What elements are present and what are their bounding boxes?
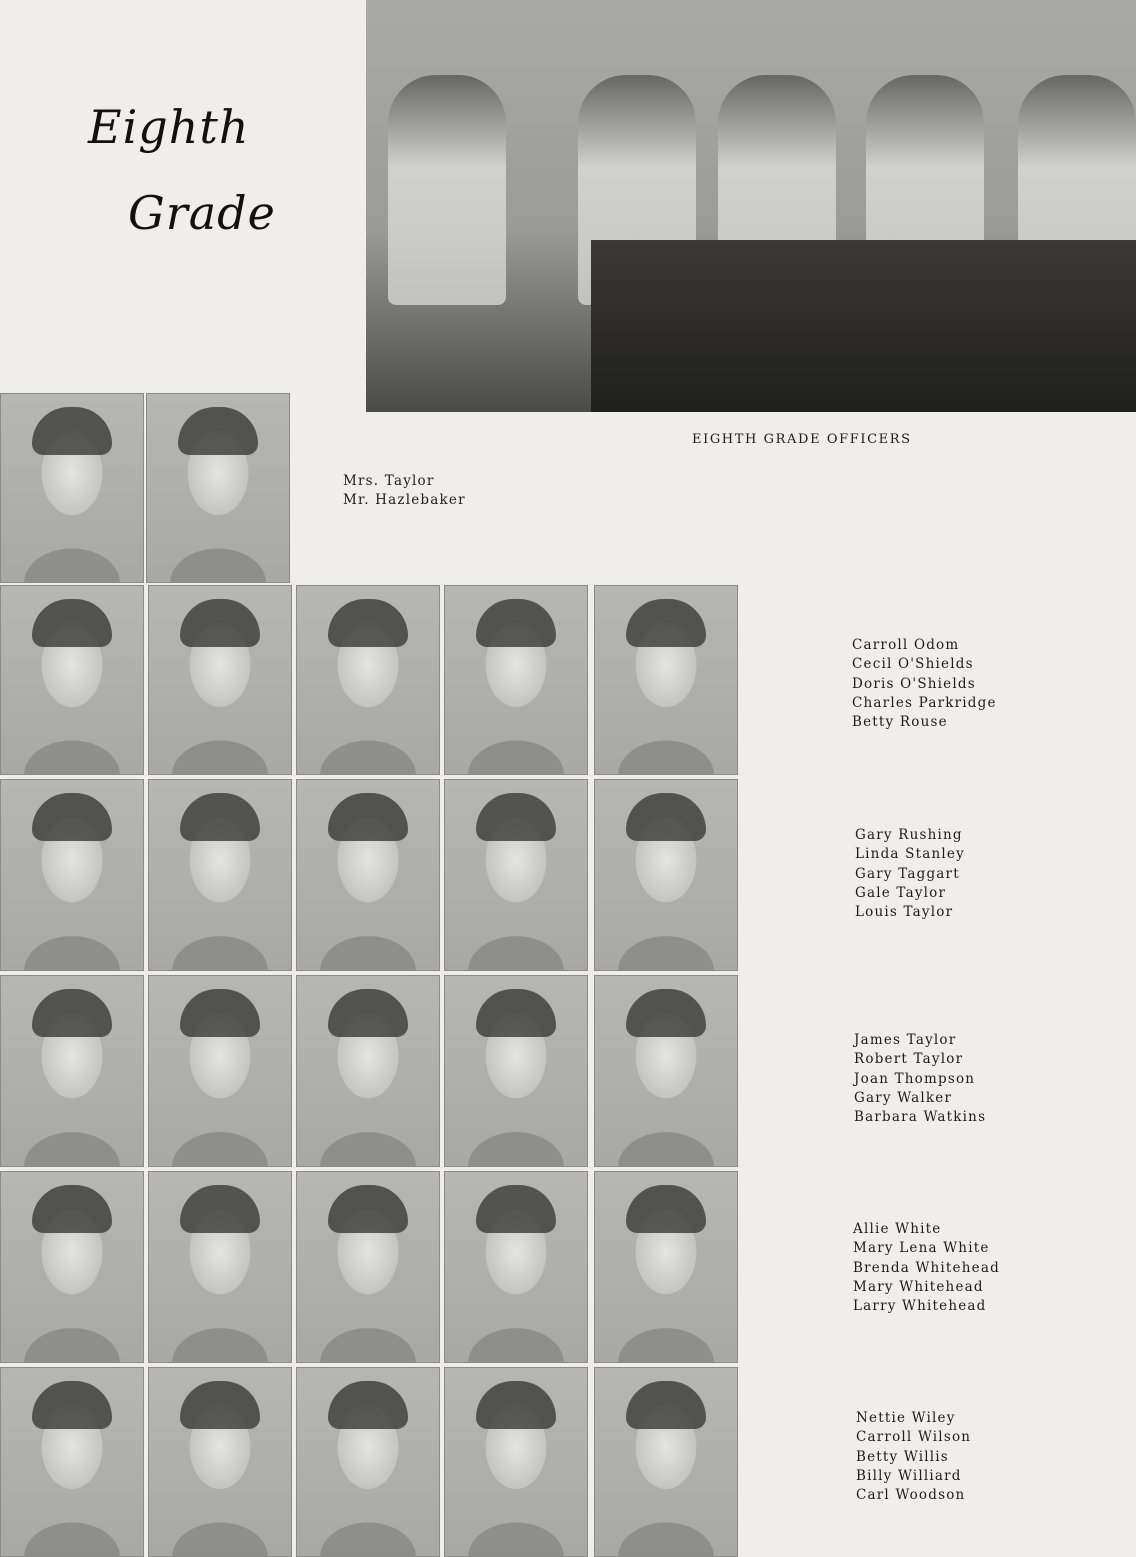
portrait-hair [328,599,408,647]
teacher-portrait [0,393,144,583]
student-portrait [148,585,292,775]
student-name: Brenda Whitehead [853,1259,1000,1276]
portrait-hair [180,989,260,1037]
student-portrait [0,779,144,971]
portrait-hair [626,599,706,647]
student-portrait [444,975,588,1167]
portrait-hair [476,1185,556,1233]
portrait-hair [626,793,706,841]
portrait-hair [178,407,258,455]
student-name: Nettie Wiley [856,1410,956,1426]
student-portrait [148,1367,292,1557]
portrait-hair [32,989,112,1037]
page-title-line-1: Eighth [88,100,250,154]
teacher-name: Mrs. Taylor [343,473,435,489]
portrait-hair [328,1381,408,1429]
student-name: Gary Rushing [855,827,963,843]
page-title-line-2: Grade [128,186,276,240]
student-portrait [594,1367,738,1557]
portrait-hair [180,793,260,841]
student-name-list [855,826,965,922]
student-name: Robert Taylor [854,1051,964,1068]
portrait-hair [476,793,556,841]
teacher-name-list [343,472,466,511]
student-name: Barbara Watkins [854,1109,987,1126]
desk [591,240,1136,412]
student-portrait [444,779,588,971]
student-name: Gary Taggart [855,865,960,882]
student-portrait [296,1171,440,1363]
teacher-name: Mr. Hazlebaker [343,492,466,509]
student-name: Doris O'Shields [852,675,976,692]
student-name: Gale Taylor [855,884,947,901]
student-name-list [853,1220,1000,1316]
portrait-hair [32,1381,112,1429]
student-name: Mary Lena White [853,1240,990,1257]
portrait-hair [476,1381,556,1429]
portrait-hair [328,1185,408,1233]
student-portrait [0,585,144,775]
student-name-list [856,1409,971,1505]
officer-figure [388,75,506,305]
student-portrait [0,1367,144,1557]
teacher-portrait [146,393,290,583]
student-portrait [148,975,292,1167]
student-name-list [854,1031,986,1127]
student-name: Allie White [853,1221,942,1237]
student-portrait [148,1171,292,1363]
portrait-hair [32,599,112,647]
student-name: Betty Willis [856,1448,949,1465]
student-portrait [444,1367,588,1557]
portrait-hair [626,1381,706,1429]
student-name: Carl Woodson [856,1487,966,1504]
student-portrait [444,585,588,775]
student-name: Larry Whitehead [853,1298,987,1315]
student-name: Betty Rouse [852,714,948,731]
student-portrait [594,585,738,775]
student-name: Mary Whitehead [853,1278,984,1295]
student-portrait [594,975,738,1167]
portrait-hair [32,407,112,455]
student-name: Cecil O'Shields [852,656,974,673]
student-name: Linda Stanley [855,846,965,863]
student-name: Charles Parkridge [852,694,997,711]
student-name: Billy Williard [856,1467,962,1484]
student-name: James Taylor [854,1032,957,1048]
student-name: Louis Taylor [855,904,954,921]
portrait-hair [32,793,112,841]
portrait-hair [180,1381,260,1429]
portrait-hair [328,989,408,1037]
student-name: Gary Walker [854,1089,953,1106]
portrait-hair [476,989,556,1037]
student-portrait [296,975,440,1167]
student-portrait [0,975,144,1167]
student-portrait [0,1171,144,1363]
student-name: Carroll Odom [852,637,960,653]
student-portrait [444,1171,588,1363]
officers-caption: EIGHTH GRADE OFFICERS [692,432,912,447]
portrait-hair [626,1185,706,1233]
portrait-hair [180,599,260,647]
portrait-hair [32,1185,112,1233]
officers-photo [366,0,1136,412]
student-portrait [594,1171,738,1363]
student-portrait [296,1367,440,1557]
portrait-hair [626,989,706,1037]
student-portrait [148,779,292,971]
portrait-hair [180,1185,260,1233]
student-name: Joan Thompson [854,1070,976,1087]
student-name-list [852,636,997,732]
student-portrait [296,585,440,775]
student-name: Carroll Wilson [856,1429,972,1446]
portrait-hair [328,793,408,841]
student-portrait [296,779,440,971]
portrait-hair [476,599,556,647]
student-portrait [594,779,738,971]
